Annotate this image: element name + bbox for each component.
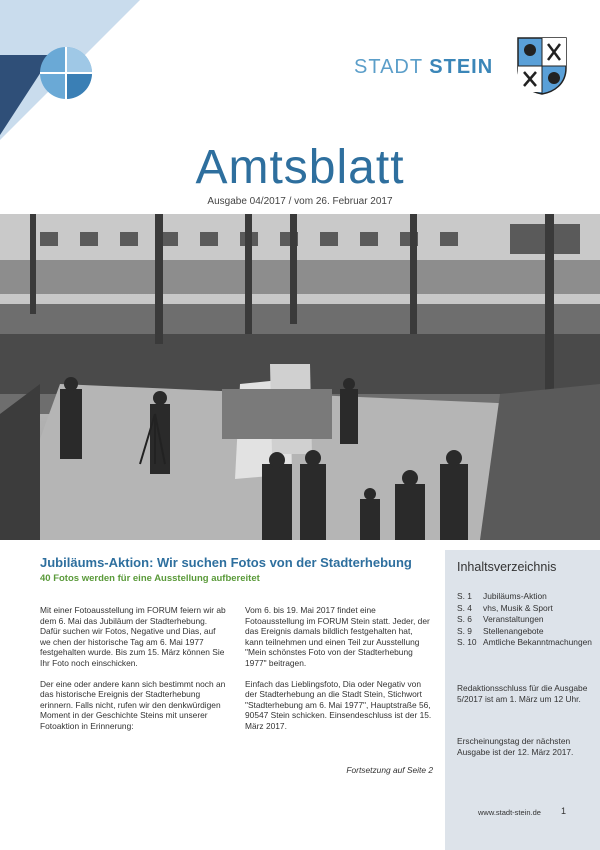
toc-title: Inhaltsverzeichnis: [457, 560, 557, 574]
toc-item[interactable]: [457, 614, 597, 626]
toc-page-number: S. 10: [457, 637, 477, 647]
toc-item-label: vhs, Musik & Sport: [483, 602, 553, 613]
city-name-bold: STEIN: [429, 56, 494, 78]
lead-article-header: [40, 555, 435, 584]
newsletter-title: Amtsblatt: [195, 141, 405, 194]
corner-logo-graphic: [0, 0, 140, 140]
editorial-deadline-note: Redaktionsschluss für die Ausgabe 5/2017 ist am 1. März um 12 Uhr.: [457, 683, 588, 704]
article-paragraph: Der eine oder andere kann sich bestimmt noch an das historische Ereignis der Stadterhebung erinnern. Falls nicht, rufen wir den denkwürdigen Moment in der Geschichte Steins mit unserer Fotoaktion in Erinnerung:: [40, 678, 226, 731]
toc-item[interactable]: [457, 626, 597, 638]
article-subheadline: 40 Fotos werden für eine Ausstellung aufbereitet: [40, 573, 260, 584]
coat-of-arms-icon: [516, 36, 568, 96]
article-paragraph: Einfach das Lieblingsfoto, Dia oder Negativ von der Stadterhebung an die Stadt Stein, Stichwort "Stadterhebung am 6. Mai 1977", Hauptstraße 56, 90547 Stein schicken. Einsendeschluss ist der 15. März 2017.: [245, 678, 432, 731]
next-issue-note: Erscheinungstag der nächsten Ausgabe ist der 12. März 2017.: [457, 736, 574, 757]
city-name-light: STADT: [354, 56, 423, 78]
toc-item-label: Jubiläums-Aktion: [483, 591, 547, 601]
continued-link[interactable]: Fortsetzung auf Seite 2: [346, 765, 433, 775]
article-headline: Jubiläums-Aktion: Wir suchen Fotos von der Stadterhebung: [40, 555, 412, 570]
toc-item[interactable]: [457, 591, 597, 603]
toc-page-number: S. 1: [457, 591, 472, 601]
toc-page-number: S. 4: [457, 602, 472, 613]
article-paragraph: Mit einer Fotoausstellung im FORUM feiern wir ab dem 6. Mai das Jubiläum der Stadterhebung. Dafür suchen wir Fotos, Negative und Dias, auf we chen der historische Tag am 6. Mai 1977 festgehalten wurde. Bis zum 15. März können Sie Ihr Foto noch einschicken.: [40, 605, 226, 668]
toc-page-number: S. 9: [457, 625, 472, 636]
cover-photo: [0, 214, 600, 540]
city-name: [354, 56, 493, 79]
article-column-2: [245, 605, 433, 742]
issue-line: Ausgabe 04/2017 / vom 26. Februar 2017: [207, 196, 393, 207]
article-paragraph: Vom 6. bis 19. Mai 2017 findet eine Fotoausstellung im FORUM Stein statt. Jeder, der das Ereignis damals bildlich festgehalten hat, kann teilnehmen und einen Teil zur Ausstellung "Mein schönstes Foto von der Stadterhebung 1977" beitragen.: [245, 605, 430, 668]
toc-item-label: Amtliche Bekanntmachungen: [483, 637, 592, 647]
toc-item[interactable]: [457, 603, 597, 615]
toc-item-label: Stellenangebote: [483, 625, 544, 636]
footer-url-link[interactable]: www.stadt-stein.de: [478, 808, 541, 817]
toc-page-number: S. 6: [457, 614, 472, 624]
page-number: 1: [561, 806, 567, 816]
toc-item-label: Veranstaltungen: [483, 614, 544, 624]
article-column-1: [40, 605, 228, 742]
sidebar-table-of-contents: [445, 550, 600, 850]
toc-item[interactable]: [457, 637, 597, 649]
toc-list: [457, 591, 597, 649]
